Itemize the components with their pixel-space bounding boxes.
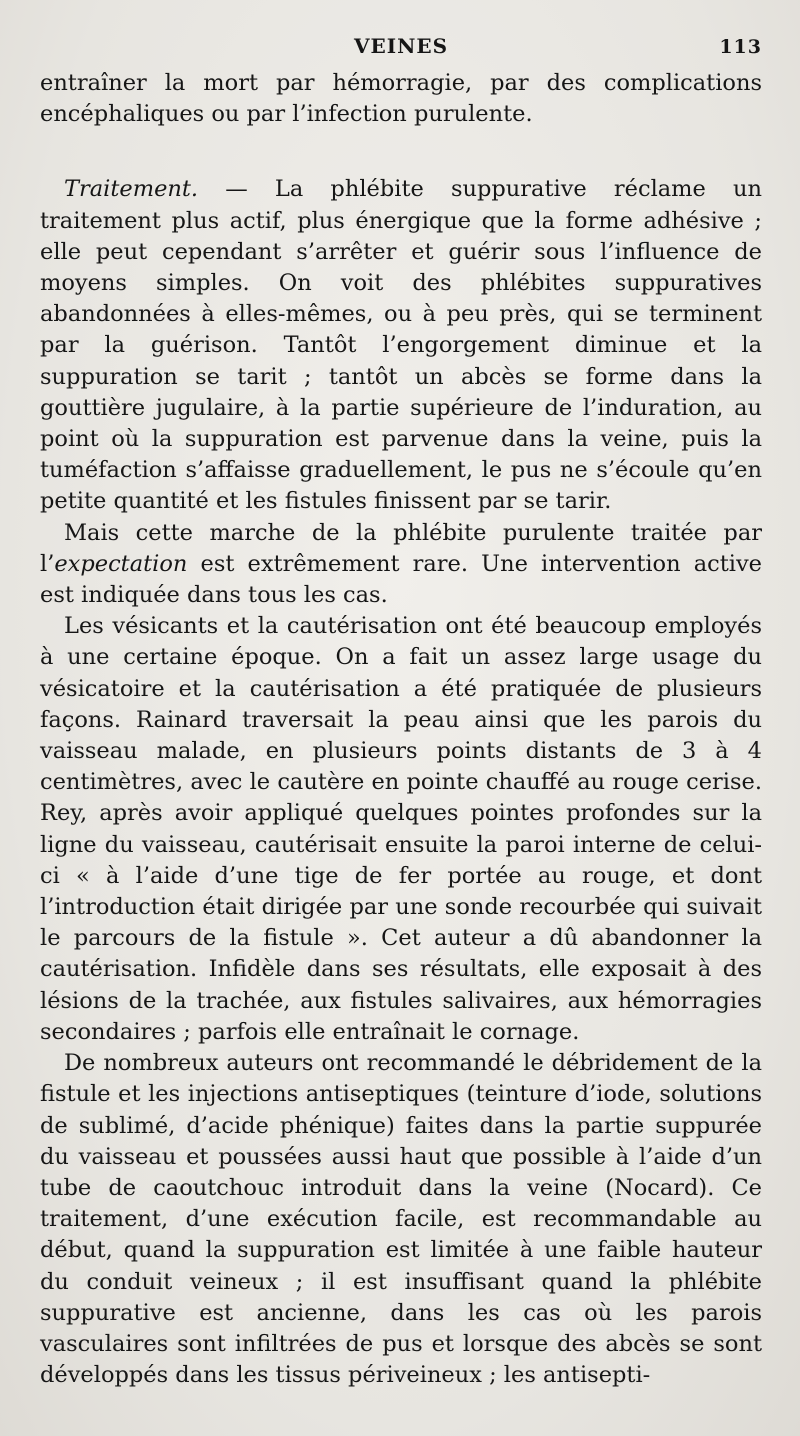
paragraph-text: Mais cette marche de la phlébite purulente traitée par l’	[40, 519, 762, 577]
paragraph-text: est extrêmement rare. Une intervention active est indiquée dans tous les cas.	[40, 550, 762, 609]
paragraph-continued: entraîner la mort par hémorragie, par des complications encéphaliques ou par l’infection purulente.	[40, 70, 762, 128]
paragraph-expectation	[40, 518, 762, 612]
italic-term: expectation	[54, 550, 188, 577]
running-head	[40, 28, 762, 68]
paragraph-text: — La phlébite suppurative réclame un traitement plus actif, plus énergique que la forme adhésive ; elle peut cependant s’arrêter et guérir sous l’influence de moyens simples. On voit des phlébites suppuratives abandonnées à elles-mêmes, ou à peu près, qui se terminent par la guérison. Tantôt l’engorgement diminue et la suppuration se tarit ; tantôt un abcès se forme dans la gouttière jugulaire, à la partie supérieure de l’induration, au point où la suppuration est parvenue dans la veine, puis la tuméfaction s’affaisse graduellement, le pus ne s’écoule qu’en petite quantité et les fistules finissent par se tarir.	[40, 176, 762, 515]
page-body	[40, 68, 762, 1391]
chapter-title: VEINES	[353, 34, 449, 58]
section-heading: Traitement.	[64, 176, 199, 203]
page-number: 113	[719, 36, 762, 58]
paragraph-debridement: De nombreux auteurs ont recommandé le débridement de la fistule et les injections antiseptiques (teinture d’iode, solutions de sublimé, d’acide phénique) faites dans la partie suppurée du vaisseau et poussées aussi haut que possible à l’aide d’un tube de caoutchouc introduit dans la veine (Nocard). Ce traitement, d’une exécution facile, est recommandable au début, quand la suppuration est limitée à une faible hauteur du conduit veineux ; il est insuffisant quand la phlébite suppurative est ancienne, dans les cas où les parois vasculaires sont infiltrées de pus et lorsque des abcès se sont développés dans les tissus périveineux ; les antisepti-	[40, 1050, 762, 1389]
paragraph-vesicants: Les vésicants et la cautérisation ont été beaucoup employés à une certaine époque. On a fait un assez large usage du vésicatoire et la cautérisation a été pratiquée de plusieurs façons. Rainard traversait la peau ainsi que les parois du vaisseau malade, en plusieurs points distants de 3 à 4 centimètres, avec le cautère en pointe chauffé au rouge cerise. Rey, après avoir appliqué quelques pointes profondes sur la ligne du vaisseau, cautérisait ensuite la paroi interne de celui-ci « à l’aide d’une tige de fer portée au rouge, et dont l’introduction était dirigée par une sonde recourbée qui suivait le parcours de la fistule ». Cet auteur a dû abandonner la cautérisation. Infidèle dans ses résultats, elle exposait à des lésions de la trachée, aux fistules salivaires, aux hémorragies secondaires ; parfois elle entraînait le cornage.	[40, 613, 762, 1045]
paragraph-traitement	[40, 174, 762, 517]
